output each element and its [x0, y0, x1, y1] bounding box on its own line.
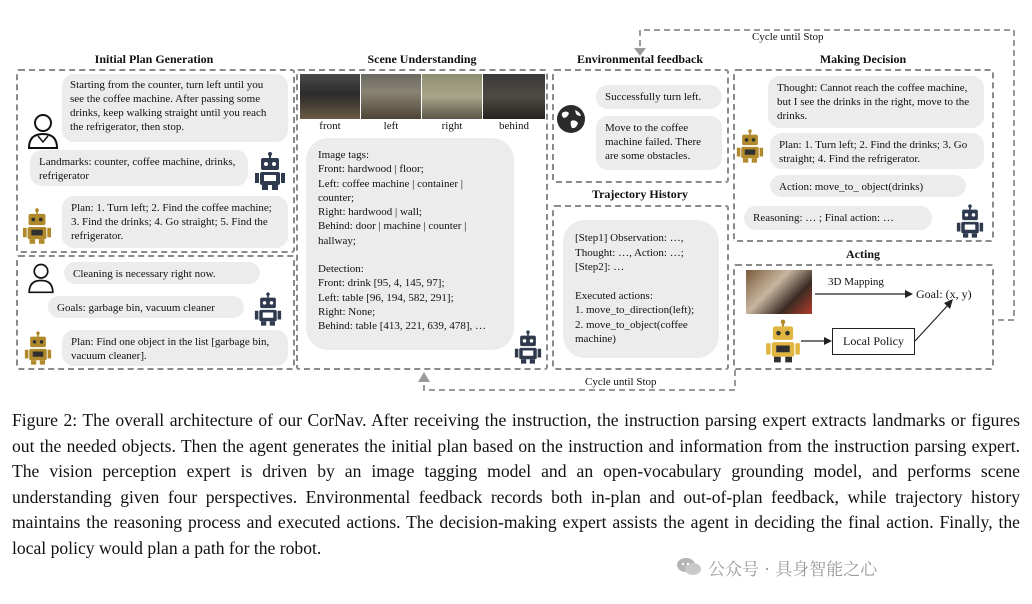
wechat-icon	[676, 556, 702, 578]
scene-line: Right: hardwood | wall;	[318, 206, 422, 219]
person-icon	[26, 262, 56, 294]
traj-bubble	[563, 220, 719, 358]
scene-line	[318, 248, 502, 262]
traj-line: machine)	[575, 333, 616, 345]
view-front-image	[300, 74, 360, 119]
gold-robot-icon	[765, 318, 801, 364]
plan2-bubble: Plan: Find one object in the list [garbage bin, vacuum cleaner].	[62, 330, 288, 366]
scene-line: hallway;	[318, 234, 356, 247]
gold-robot-icon	[22, 206, 52, 246]
view-left-image	[361, 74, 421, 119]
robot-icon	[956, 203, 984, 239]
reasoning-bubble: Reasoning: … ; Final action: …	[744, 206, 932, 230]
thought-bubble: Thought: Cannot reach the coffee machine, but I see the drinks in the right, move to the drinks.	[768, 76, 984, 128]
view-left-label: left	[383, 120, 399, 132]
scene-line: Front: hardwood | floor;	[318, 163, 424, 176]
globe-icon	[556, 104, 586, 134]
plan-bubble: Plan: 1. Turn left; 2. Find the coffee machine; 3. Find the drinks; 4. Go straight; 5. Find the refrigerator.	[62, 196, 288, 248]
instruction-bubble: Starting from the counter, turn left until you see the coffee machine. After passing some drinks, keep walking straight until you reach the refrigerator, then stop.	[62, 74, 288, 142]
goals-bubble: Goals: garbage bin, vacuum cleaner	[48, 296, 244, 318]
scene-line: Left: coffee machine | container |	[318, 177, 463, 190]
traj-line: 2. move_to_object(coffee	[575, 318, 688, 331]
initial-plan-title: Initial Plan Generation	[94, 52, 214, 66]
scene-line: counter;	[318, 191, 355, 204]
local-policy-box: Local Policy	[832, 328, 915, 355]
cycle-top-label: Cycle until Stop	[752, 31, 824, 43]
traj-title: Trajectory History	[591, 187, 689, 201]
feedback-success-bubble: Successfully turn left.	[596, 85, 722, 109]
figure-caption: Figure 2: The overall architecture of our CorNav. After receiving the instruction, the instruction parsing expert extracts landmarks or figures out the needed objects. Then the agent generates the initial plan based on the instruction and information from the instruction parsing expert. The vision perception expert is driven by an image tagging model and an open-vocabulary grounding model, and performs scene understanding given four perspectives. Environmental feedback records both in-plan and out-of-plan feedback, while trajectory history maintains the reasoning process and executed actions. The decision-making expert assists the agent in deciding the final action. Finally, the local policy would plan a path for the robot.	[12, 410, 1020, 558]
goal-label: Goal: (x, y)	[916, 287, 972, 301]
traj-line: [Step1] Observation: …,	[575, 232, 684, 244]
watermark: 公众号 · 具身智能之心	[708, 560, 878, 580]
traj-line: Executed actions:	[575, 289, 653, 302]
scene-line: Behind: door | machine | counter |	[318, 220, 467, 233]
action-bubble: Action: move_to_ object(drinks)	[770, 175, 966, 197]
gold-robot-icon	[24, 330, 52, 366]
decision-title: Making Decision	[819, 52, 907, 66]
feedback-failed-bubble: Move to the coffee machine failed. There are some obstacles.	[596, 116, 722, 170]
scene-line: Detection:	[318, 263, 364, 276]
mapping-label: 3D Mapping	[828, 276, 884, 288]
decision-plan-bubble: Plan: 1. Turn left; 2. Find the drinks; 3. Go straight; 4. Find the refrigerator.	[770, 133, 984, 169]
gold-robot-icon	[736, 127, 764, 165]
scene-tags-bubble	[306, 138, 514, 350]
traj-line	[575, 275, 707, 289]
robot-icon	[254, 292, 282, 326]
view-behind-image	[483, 74, 545, 119]
traj-line: [Step2]: …	[575, 261, 625, 273]
acting-title: Acting	[846, 247, 880, 261]
scene-line: Behind: table [413, 221, 639, 478], …	[318, 320, 487, 333]
traj-line: 1. move_to_direction(left);	[575, 304, 695, 316]
view-front-label: front	[319, 120, 341, 132]
env-title: Environmental feedback	[576, 52, 704, 66]
scene-line: Image tags:	[318, 149, 370, 161]
landmarks-bubble: Landmarks: counter, coffee machine, drinks, refrigerator	[30, 150, 248, 186]
scene-line: Right: None;	[318, 305, 376, 318]
robot-icon	[254, 152, 286, 190]
scene-title: Scene Understanding	[367, 52, 477, 66]
traj-line: Thought: …, Action: …;	[575, 246, 684, 259]
instruction2-bubble: Cleaning is necessary right now.	[64, 262, 260, 284]
cycle-bottom-label: Cycle until Stop	[585, 376, 657, 388]
view-right-image	[422, 74, 482, 119]
view-right-label: right	[441, 120, 463, 132]
scene-line: Left: table [96, 194, 582, 291];	[318, 291, 454, 304]
scene-line: Front: drink [95, 4, 145, 97];	[318, 277, 445, 290]
view-behind-label: behind	[499, 120, 529, 132]
person-icon	[26, 112, 60, 150]
robot-icon	[514, 330, 542, 364]
